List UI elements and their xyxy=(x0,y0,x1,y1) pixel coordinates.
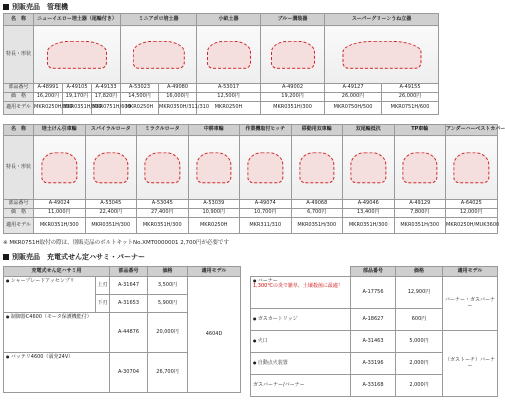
col-header: 価格 xyxy=(396,267,443,277)
price: 17,820円 xyxy=(92,93,121,102)
price: 27,400円 xyxy=(137,209,189,218)
part-number: A-53045 xyxy=(85,200,137,209)
part-number: A-49155 xyxy=(382,84,439,93)
price: 7,800円 xyxy=(394,209,446,218)
battery-cell xyxy=(4,353,110,393)
model: MKR0351H/300 xyxy=(34,218,86,234)
col-header: 部品番号 xyxy=(351,267,396,277)
product-image xyxy=(188,136,240,200)
price: 600円 xyxy=(396,309,443,331)
row-label-price: 価 格 xyxy=(4,93,34,102)
price: 2,000円 xyxy=(396,375,443,397)
col-header: 双尾輪抵抗 xyxy=(343,125,395,136)
price: 2,000円 xyxy=(396,353,443,375)
footnote: ※ MKR0751H取付の際は、別販売品のボルトキットNo.XMT0000001 2,700円が必要です xyxy=(3,240,230,246)
parts-table-1 xyxy=(3,13,498,115)
model: MKR0351H/300 xyxy=(394,218,446,234)
gas-burner-cell xyxy=(251,375,351,397)
section-marker-square xyxy=(3,254,9,260)
burner-note: 1,300℃の炎で雑草、土壌殺菌に最適！ xyxy=(253,283,343,290)
price: 16,200円 xyxy=(34,93,63,102)
col-header: アンダーハーベストカバー xyxy=(446,125,498,136)
product-image xyxy=(197,26,261,84)
price: 3,500円 xyxy=(148,277,188,295)
product-image xyxy=(240,136,292,200)
section-title: 別販売品 充電式せん定ハサミ・バーナー xyxy=(12,252,145,261)
section-header-1 xyxy=(3,2,497,11)
col-header: ミニアポロ培土器 xyxy=(121,14,197,26)
row-label-part: 部品番号 xyxy=(4,200,34,209)
section-header-2 xyxy=(3,252,497,261)
product-image xyxy=(137,136,189,200)
price: 26,700円 xyxy=(148,353,188,393)
price: 5,900円 xyxy=(148,295,188,313)
item-name: ● 火口 xyxy=(253,338,268,344)
price: 22,400円 xyxy=(85,209,137,218)
part-number: A-49046 xyxy=(343,200,395,209)
item-name: ● バッテリ4600（満充24V） xyxy=(6,354,73,360)
part-number: A-33196 xyxy=(351,353,396,375)
part-number: A-49024 xyxy=(34,200,86,209)
nozzle-cell xyxy=(251,331,351,353)
col-header: ブルー溝装器 xyxy=(261,14,325,26)
part-number: A-49105 xyxy=(63,84,92,93)
product-image xyxy=(34,26,121,84)
controller-cell xyxy=(4,313,110,353)
col-header: 移動用双車輪 xyxy=(291,125,343,136)
part-number: A-30704 xyxy=(110,353,148,393)
model: MKR0751H/600 xyxy=(382,102,439,115)
shears-table xyxy=(3,266,241,393)
section-marker-square xyxy=(3,4,9,10)
model: （ガストーチ）バーナー xyxy=(443,331,498,397)
part-number: A-64025 xyxy=(446,200,498,209)
model: MKR0750H/500 xyxy=(325,102,382,115)
price: 13,400円 xyxy=(343,209,395,218)
price: 14,500円 xyxy=(121,93,159,102)
model: MKR0350H/311/310 xyxy=(159,102,197,115)
part-number: A-53045 xyxy=(137,200,189,209)
model: MKR0351H/300 xyxy=(137,218,189,234)
row-label-part: 部品番号 xyxy=(4,84,34,93)
part-number: A-49080 xyxy=(159,84,197,93)
row-label-model: 適用モデル xyxy=(4,218,34,234)
col-header: ミラクルロータ xyxy=(137,125,189,136)
igniter-cell xyxy=(251,353,351,375)
blade-sub-label: 下刃 xyxy=(96,295,110,313)
model: MKR311/310 xyxy=(240,218,292,234)
part-number: A-31647 xyxy=(110,277,148,295)
part-number: A-17756 xyxy=(351,277,396,309)
part-number: A-49127 xyxy=(325,84,382,93)
col-header: 中耕車輪 xyxy=(188,125,240,136)
row-label-price: 価 格 xyxy=(4,209,34,218)
part-number: A-31463 xyxy=(351,331,396,353)
item-name: ● 自動点火装置 xyxy=(253,360,288,366)
col-header: 部品番号 xyxy=(110,267,148,277)
col-header: 小畝土器 xyxy=(197,14,261,26)
model: MKR0751H/600 xyxy=(92,102,121,115)
part-number: A-44876 xyxy=(110,313,148,353)
part-number: A-53039 xyxy=(188,200,240,209)
col-header: 作業機取付ヒッチ xyxy=(240,125,292,136)
col-header: 適用モデル xyxy=(443,267,498,277)
part-number: A-49002 xyxy=(261,84,325,93)
model: MKR0250H xyxy=(188,218,240,234)
price: 10,700円 xyxy=(240,209,292,218)
part-number: A-49068 xyxy=(291,200,343,209)
price: 12,500円 xyxy=(197,93,261,102)
part-number: A-49129 xyxy=(394,200,446,209)
part-number: A-18627 xyxy=(351,309,396,331)
col-header: 適用モデル xyxy=(188,267,241,277)
parts-table-2 xyxy=(3,124,505,234)
row-label-feature: 特長・形状 xyxy=(4,26,34,84)
burner-table xyxy=(250,266,498,397)
price: 6,700円 xyxy=(291,209,343,218)
burner-cell xyxy=(251,277,351,309)
part-number: A-53023 xyxy=(121,84,159,93)
product-image xyxy=(325,26,439,84)
part-number: A-49074 xyxy=(240,200,292,209)
col-header: スパイラルロータ xyxy=(85,125,137,136)
model: MKR0351H/300 xyxy=(343,218,395,234)
shears-header: 充電式せん定ハサミ用 xyxy=(4,267,110,277)
model: MKR0351H/300 xyxy=(291,218,343,234)
part-number: A-49133 xyxy=(92,84,121,93)
price: 12,900円 xyxy=(396,277,443,309)
gas-cell xyxy=(251,309,351,331)
col-header: 価格 xyxy=(148,267,188,277)
item-name: ● ガスカートリッジ xyxy=(253,316,298,322)
model: MKR0351H/300 xyxy=(85,218,137,234)
model: MKR0250H/MUK3600 xyxy=(446,218,498,234)
product-image xyxy=(34,136,86,200)
item-name: ● シャープレードアッセンブリ xyxy=(6,278,75,284)
price: 16,000円 xyxy=(159,93,197,102)
price: 19,170円 xyxy=(63,93,92,102)
product-image xyxy=(121,26,197,84)
model: MKR0250H/300 xyxy=(34,102,63,115)
part-number: A-31653 xyxy=(110,295,148,313)
row-label-name: 名 称 xyxy=(4,14,34,26)
blade-sub-label: 上刃 xyxy=(96,277,110,295)
row-label-name: 名 称 xyxy=(4,125,34,136)
col-header: ニューイエロー培土器（尾輪付き） xyxy=(34,14,121,26)
product-image xyxy=(291,136,343,200)
part-number: A-48991 xyxy=(34,84,63,93)
section-title: 別販売品 管理機 xyxy=(12,2,68,11)
row-label-model: 適用モデル xyxy=(4,102,34,115)
product-image xyxy=(85,136,137,200)
product-image xyxy=(446,136,498,200)
model: 4604D xyxy=(188,277,241,393)
price: 26,000円 xyxy=(382,93,439,102)
price: 12,000円 xyxy=(446,209,498,218)
price: 10,900円 xyxy=(188,209,240,218)
item-name: ガスバーナー/バーナー xyxy=(253,381,305,388)
part-number: A-53017 xyxy=(197,84,261,93)
model: バーナー・ガスバーナー xyxy=(443,277,498,331)
model: MKR0351H/500 xyxy=(63,102,92,115)
row-label-feature: 特長・形状 xyxy=(4,136,34,200)
product-image xyxy=(394,136,446,200)
model: MKR0351H/300 xyxy=(261,102,325,115)
model: MKR0250H xyxy=(121,102,159,115)
part-number: A-33168 xyxy=(351,375,396,397)
col-header: 培土けん引車輪 xyxy=(34,125,86,136)
product-image xyxy=(261,26,325,84)
col-header: スーパーグリーンうね立器 xyxy=(325,14,439,26)
item-name: ● バーナー xyxy=(253,279,348,284)
shears-blade-cell xyxy=(4,277,96,313)
col-header: TP車輪 xyxy=(394,125,446,136)
price: 26,000円 xyxy=(325,93,382,102)
price: 20,000円 xyxy=(148,313,188,353)
model: MKR0250H xyxy=(197,102,261,115)
price: 19,200円 xyxy=(261,93,325,102)
item-name: ● 制御器C4600（モータ保護機能付） xyxy=(6,314,92,320)
price: 5,000円 xyxy=(396,331,443,353)
price: 11,000円 xyxy=(34,209,86,218)
product-image xyxy=(343,136,395,200)
